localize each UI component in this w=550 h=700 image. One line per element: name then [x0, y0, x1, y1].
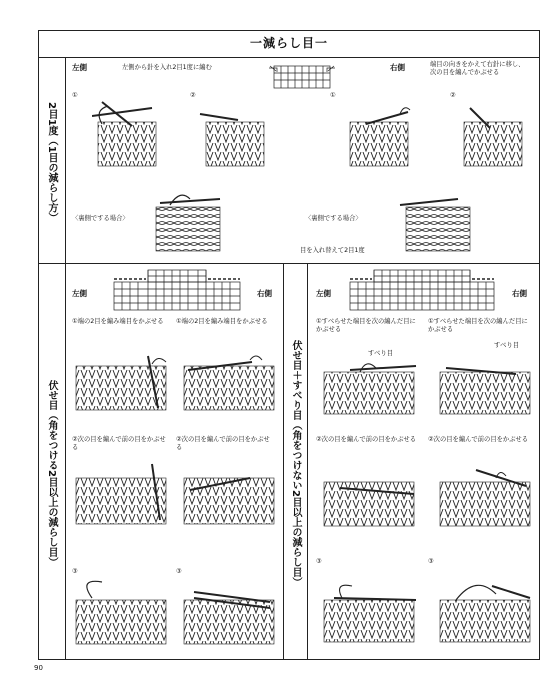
bottom-right-step1-b: ①すべらせた端目を次の編んだ目にかぶせる [428, 318, 528, 333]
bottom-left-left-label: 左側 [72, 289, 87, 298]
bottom-right-illustration-1b [436, 356, 536, 418]
bottom-left-illustration-2a [72, 460, 172, 528]
page-title: 一減らし目一 [249, 36, 328, 50]
top-side-label: 2目1度（1目の減らし方） [46, 102, 57, 223]
bottom-left-side-label: 伏せ目（角をつける2目以上の減らし目） [46, 380, 57, 567]
bottom-right-slip-label-b: すべり目 [494, 342, 520, 349]
bottom-left-step2-a: ②次の目を編んで前の目をかぶせる [72, 436, 166, 451]
page-number: 90 [34, 664, 43, 672]
bottom-left-illustration-2b [180, 460, 280, 528]
top-illustration-4 [460, 98, 532, 170]
bottom-left-chart [112, 268, 242, 312]
top-illustration-3 [346, 98, 418, 170]
title-divider [38, 57, 540, 58]
bottom-left-illustration-1b [180, 352, 280, 414]
bottom-left-step3-a: ③ [72, 568, 78, 575]
top-step-1: ① [72, 92, 78, 99]
top-left-desc: 左側から針を入れ2目1度に編む [122, 64, 212, 71]
bottom-left-illustration-3b [180, 578, 280, 648]
bottom-left-illustration-1a [72, 352, 172, 414]
top-illustration-2 [198, 98, 270, 170]
center-divider [283, 263, 284, 660]
bottom-right-right-label: 右側 [512, 289, 527, 298]
top-purl-left-label: 〈裏側でする場合〉 [72, 215, 129, 222]
bottom-left-step1-a: ①端の2目を編み端目をかぶせる [72, 318, 164, 325]
top-right-desc-1: 端目の向きをかえて右針に移し、 [430, 61, 525, 68]
bottom-right-illustration-2a [320, 464, 420, 530]
top-purl-note: 目を入れ替えて2目1度 [300, 247, 365, 254]
bottom-left-step3-b: ③ [176, 568, 182, 575]
bottom-right-step2-b: ②次の目を編んで前の目をかぶせる [428, 436, 529, 443]
top-step-2: ② [190, 92, 196, 99]
top-right-label: 右側 [390, 63, 405, 72]
bottom-right-side-label: 伏せ目＋すべり目（角をつけない2目以上の減らし目） [290, 340, 301, 587]
bottom-left-step1-b: ①端の2目を編み端目をかぶせる [176, 318, 268, 325]
top-purl-right-label: 〈裏側でする場合〉 [305, 215, 362, 222]
bottom-right-illustration-1a [320, 356, 420, 418]
bottom-right-left-label: 左側 [316, 289, 331, 298]
bottom-right-step3-b: ③ [428, 558, 434, 565]
top-left-label: 左側 [72, 63, 87, 72]
bottom-right-slip-label-a: すべり目 [368, 350, 394, 357]
bottom-right-step3-a: ③ [316, 558, 322, 565]
top-purl-illustration-right [398, 185, 478, 257]
bottom-right-step1-a: ①すべらせた端目を次の編んだ目にかぶせる [316, 318, 416, 333]
section-divider [38, 263, 540, 264]
top-illustration-1 [92, 98, 164, 170]
bottom-left-illustration-3a [72, 578, 172, 648]
bottom-left-right-label: 右側 [257, 289, 272, 298]
bottom-right-illustration-2b [436, 464, 536, 530]
side-column-divider [65, 57, 66, 660]
bottom-right-illustration-3b [436, 576, 536, 646]
bottom-right-step2-a: ②次の目を編んで前の目をかぶせる [316, 436, 417, 443]
top-step-3: ① [330, 92, 336, 99]
top-purl-illustration-left [150, 185, 230, 257]
center-divider-2 [307, 263, 308, 660]
bottom-left-step2-b: ②次の目を編んで前の目をかぶせる [176, 436, 270, 451]
top-decrease-chart [268, 62, 336, 90]
bottom-right-illustration-3a [320, 576, 420, 646]
top-right-desc-2: 次の目を編んでかぶせる [430, 69, 500, 76]
top-step-4: ② [450, 92, 456, 99]
bottom-right-chart [348, 268, 496, 312]
